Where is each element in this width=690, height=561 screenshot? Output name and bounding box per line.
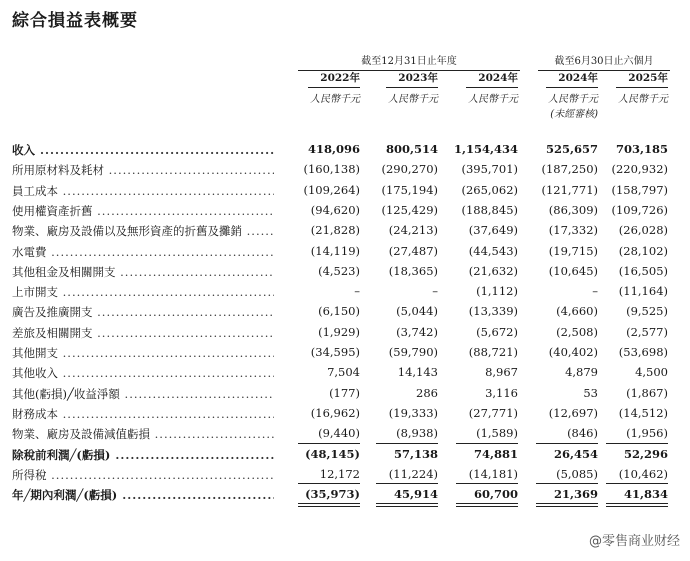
row-value: (19,333) (388, 405, 438, 420)
row-label: 其他收入 ..... (12, 365, 274, 381)
row-value: (175,194) (381, 182, 438, 197)
row-value: – (432, 284, 438, 299)
row-value: 525,657 (545, 142, 598, 156)
row-value: 1,154,434 (453, 142, 518, 156)
row-value: (5,672) (476, 324, 518, 339)
row-value: (14,181) (468, 466, 518, 481)
row-value: (1,867) (626, 385, 668, 400)
row-value: (265,062) (461, 182, 518, 197)
row-value: 8,967 (485, 365, 518, 380)
row-value: (4,660) (556, 304, 598, 319)
total-double-underline (376, 503, 438, 507)
subtotal-underline (606, 483, 668, 484)
row-label: 年╱期內利潤╱(虧損) ..... (12, 487, 274, 503)
table-row (0, 445, 690, 465)
row-value: 60,700 (473, 487, 518, 502)
row-value: 3,116 (485, 385, 518, 400)
row-value: (14,119) (310, 243, 360, 258)
row-value: (14,512) (618, 405, 668, 420)
table-row (0, 221, 690, 241)
row-value: 21,369 (553, 487, 598, 502)
total-double-underline (456, 503, 518, 507)
row-value: (160,138) (303, 162, 360, 177)
row-label: 上市開支 ..... (12, 284, 274, 300)
row-value: (846) (567, 426, 598, 441)
row-value: (18,365) (388, 263, 438, 278)
row-value: (88,721) (468, 345, 518, 359)
row-value: (11,224) (388, 466, 438, 481)
row-value: (109,726) (611, 202, 668, 217)
table-row (0, 323, 690, 343)
row-value: (94,620) (310, 202, 360, 217)
row-value: (2,577) (626, 324, 668, 339)
row-value: (1,929) (318, 324, 360, 339)
row-value: (220,932) (611, 162, 668, 177)
column-header-4 (528, 70, 598, 120)
row-value: (109,264) (303, 182, 360, 197)
row-value: (16,962) (310, 405, 360, 420)
row-value: – (592, 284, 598, 299)
row-value: (290,270) (381, 162, 438, 177)
subtotal-underline (456, 443, 518, 444)
row-value: (26,028) (618, 223, 668, 238)
total-double-underline (536, 503, 598, 507)
table-row (0, 262, 690, 282)
subtotal-underline (536, 443, 598, 444)
row-value: 57,138 (393, 446, 438, 461)
row-label: 差旅及相關開支 ..... (12, 325, 274, 341)
column-year: 2024年 (466, 70, 518, 88)
total-double-underline (606, 503, 668, 507)
row-value: 7,504 (327, 365, 360, 380)
row-value: (35,973) (305, 487, 360, 502)
table-row (0, 485, 690, 505)
row-value: (59,790) (388, 345, 438, 359)
row-value: (1,112) (476, 284, 518, 299)
row-value: (125,429) (381, 202, 438, 217)
row-value: (27,771) (468, 405, 518, 420)
row-value: 12,172 (319, 466, 360, 481)
row-value: (177) (329, 385, 360, 400)
row-value: (13,339) (468, 304, 518, 319)
row-value: (5,085) (556, 466, 598, 481)
row-label: 其他(虧損)╱收益淨額 ..... (12, 386, 274, 402)
row-value: 26,454 (553, 446, 598, 461)
row-value: (4,523) (318, 263, 360, 278)
group-header-annual: 截至12月31日止年度 (298, 52, 520, 71)
row-value: 45,914 (393, 487, 438, 502)
table-row (0, 384, 690, 404)
row-value: (158,797) (611, 182, 668, 197)
row-label: 所用原材料及耗材 ..... (12, 162, 274, 178)
row-value: (19,715) (548, 243, 598, 258)
row-value: (53,698) (618, 345, 668, 359)
row-value: (27,487) (388, 243, 438, 258)
row-value: (17,332) (548, 223, 598, 238)
row-value: (9,525) (626, 304, 668, 319)
row-value: 74,881 (473, 446, 518, 461)
row-value: (37,649) (468, 223, 518, 238)
row-label: 除稅前利潤╱(虧損) ..... (12, 447, 274, 463)
row-value: (187,250) (541, 162, 598, 177)
row-value: 703,185 (615, 142, 668, 156)
table-row (0, 404, 690, 424)
row-value: (1,589) (476, 426, 518, 441)
row-value: (5,044) (396, 304, 438, 319)
row-value: (86,309) (548, 202, 598, 217)
subtotal-underline (376, 483, 438, 484)
table-row (0, 181, 690, 201)
row-label: 所得稅 ..... (12, 467, 274, 483)
row-value: (16,505) (618, 263, 668, 278)
row-value: (21,828) (310, 223, 360, 238)
row-value: (395,701) (461, 162, 518, 177)
column-unit: 人民幣千元 (548, 94, 598, 105)
group-header-halfyear: 截至6月30日止六個月 (538, 52, 670, 71)
row-value: (12,697) (548, 405, 598, 420)
total-double-underline (298, 503, 360, 507)
row-value: (6,150) (318, 304, 360, 319)
column-year: 2022年 (308, 70, 360, 88)
column-unit: 人民幣千元 (310, 94, 360, 105)
row-value: (188,845) (461, 202, 518, 217)
row-value: (2,508) (556, 324, 598, 339)
watermark: @零售商业财经 (589, 530, 680, 549)
column-year: 2023年 (386, 70, 438, 88)
table-row (0, 201, 690, 221)
column-header-1 (290, 70, 360, 105)
column-note: (未經審核) (550, 109, 598, 120)
row-value: (3,742) (396, 324, 438, 339)
row-label: 財務成本 ..... (12, 406, 274, 422)
row-value: 52,296 (623, 446, 668, 461)
subtotal-underline (298, 483, 360, 484)
subtotal-underline (376, 443, 438, 444)
table-row (0, 282, 690, 302)
table-row (0, 363, 690, 383)
row-label: 收入 ..... (12, 142, 274, 158)
column-year: 2025年 (616, 70, 668, 88)
row-value: (8,938) (396, 426, 438, 441)
row-value: 4,879 (565, 365, 598, 380)
row-value: (10,462) (618, 466, 668, 481)
row-label: 其他開支 ..... (12, 345, 274, 361)
row-value: 418,096 (307, 142, 360, 156)
row-label: 水電費 ..... (12, 244, 274, 260)
row-value: (24,213) (388, 223, 438, 238)
table-row (0, 343, 690, 363)
row-value: (21,632) (468, 263, 518, 278)
column-header-3 (448, 70, 518, 105)
row-value: (40,402) (548, 345, 598, 359)
table-row (0, 424, 690, 444)
row-label: 物業、廠房及設備減值虧損 ..... (12, 426, 274, 442)
column-unit: 人民幣千元 (618, 94, 668, 105)
column-header-2 (368, 70, 438, 105)
subtotal-underline (536, 483, 598, 484)
row-value: (34,595) (310, 345, 360, 359)
row-value: (10,645) (548, 263, 598, 278)
page-title: 綜合損益表概要 (12, 11, 138, 31)
row-label: 員工成本 ..... (12, 183, 274, 199)
row-value: 286 (416, 385, 438, 400)
row-value: (44,543) (468, 243, 518, 258)
subtotal-underline (298, 443, 360, 444)
subtotal-underline (456, 483, 518, 484)
subtotal-underline (606, 443, 668, 444)
row-value: (121,771) (541, 182, 598, 197)
row-value: 14,143 (397, 365, 438, 380)
row-label: 使用權資產折舊 ..... (12, 203, 274, 219)
row-value: 41,834 (623, 487, 668, 502)
column-unit: 人民幣千元 (468, 94, 518, 105)
row-value: (11,164) (618, 284, 668, 299)
row-value: (28,102) (618, 243, 668, 258)
row-value: (1,956) (626, 426, 668, 441)
column-unit: 人民幣千元 (388, 94, 438, 105)
row-value: 53 (583, 385, 598, 400)
table-row (0, 140, 690, 160)
table-row (0, 302, 690, 322)
column-header-5 (598, 70, 668, 105)
row-value: (9,440) (318, 426, 360, 441)
row-label: 廣告及推廣開支 ..... (12, 304, 274, 320)
row-value: 4,500 (635, 365, 668, 380)
column-year: 2024年 (546, 70, 598, 88)
table-row (0, 160, 690, 180)
row-value: – (354, 284, 360, 299)
row-value: (48,145) (305, 446, 360, 461)
row-value: 800,514 (385, 142, 438, 156)
table-row (0, 465, 690, 485)
row-label: 其他租金及相關開支 ..... (12, 264, 274, 280)
table-row (0, 242, 690, 262)
row-label: 物業、廠房及設備以及無形資產的折舊及攤銷 ..... (12, 223, 274, 239)
